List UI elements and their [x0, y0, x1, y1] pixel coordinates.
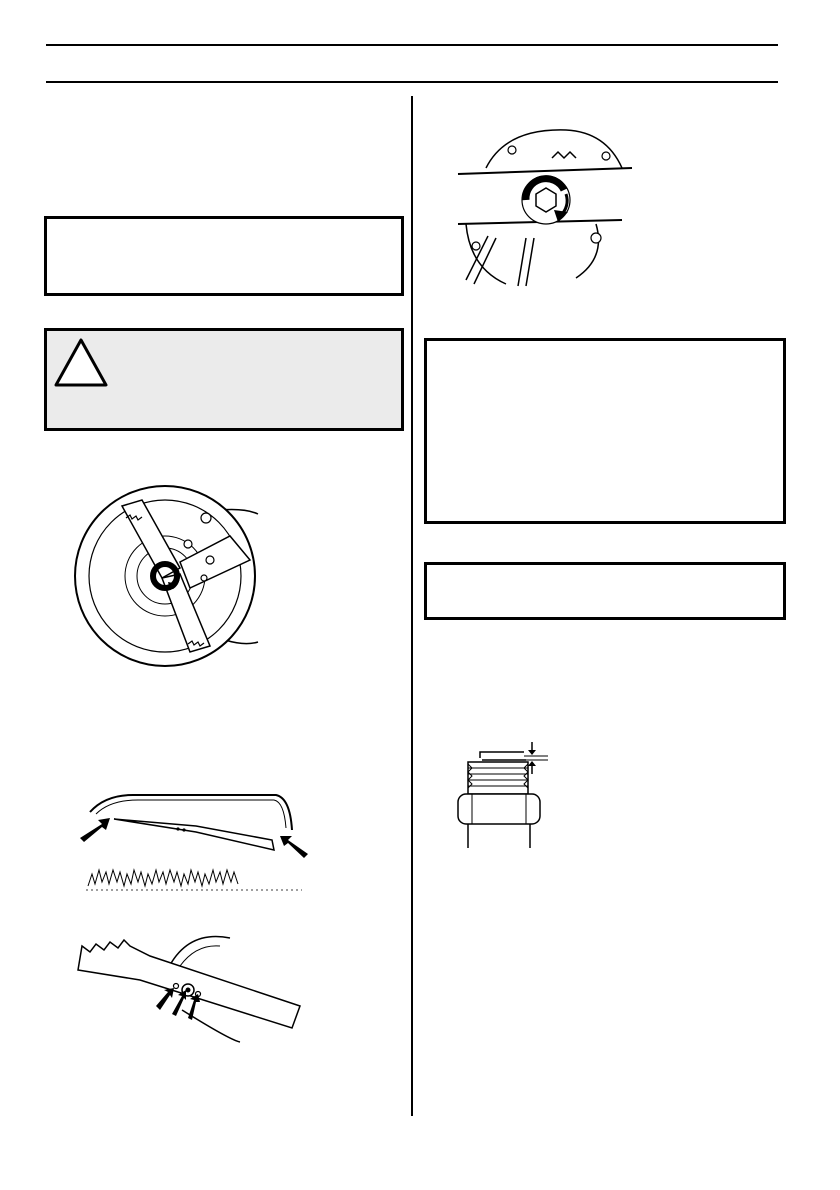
blade-grass-illustration: [76, 790, 316, 900]
notice-box-right-small: [424, 562, 786, 620]
column-divider: [411, 96, 413, 1116]
header-top-rule: [46, 44, 778, 46]
blade-bolt-illustration: [446, 128, 646, 288]
blade-disc-illustration: [70, 478, 280, 668]
spark-plug-illustration: [440, 738, 560, 848]
blade-hub-illustration: [70, 930, 310, 1050]
notice-box-left: [44, 216, 404, 296]
notice-box-right-large: [424, 338, 786, 524]
warning-box: [44, 328, 404, 431]
warning-triangle-icon: [53, 337, 113, 391]
header-bottom-rule: [46, 81, 778, 83]
